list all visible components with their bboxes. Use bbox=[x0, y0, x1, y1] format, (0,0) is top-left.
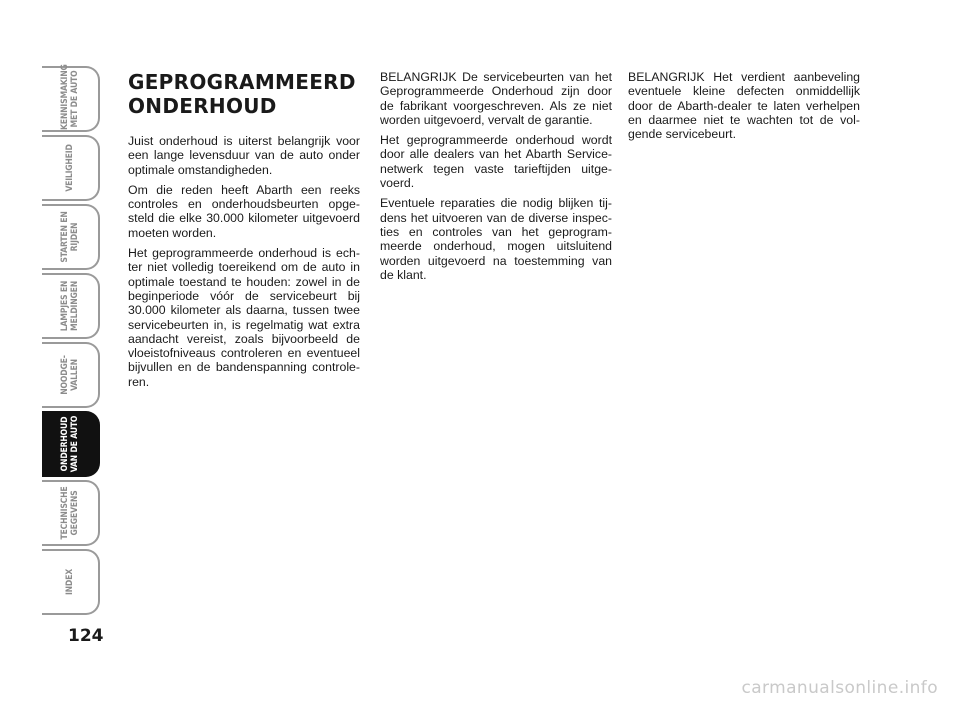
tab-label: TECHNISCHE GEGEVENS bbox=[60, 486, 80, 540]
tab-label: KENNISMAKING MET DE AUTO bbox=[60, 64, 80, 130]
paragraph: BELANGRIJK Het verdient aanbeveling eventuele kleine defecten onmiddellijk door de Abarth-dealer te laten verhelpen en daarmee niet te wachten tot de volgende servicebeurt. bbox=[628, 70, 860, 142]
tab-label: ONDERHOUD VAN DE AUTO bbox=[60, 415, 80, 473]
tab-label: STARTEN EN RIJDEN bbox=[60, 211, 80, 263]
tab-label: LAMPJES EN MELDINGEN bbox=[60, 280, 80, 332]
page-title: GEPROGRAMMEERD ONDERHOUD bbox=[128, 70, 356, 118]
tab-lampjes-en-meldingen[interactable] bbox=[42, 273, 100, 339]
text-column-3 bbox=[628, 70, 860, 147]
text-column-1 bbox=[128, 70, 360, 395]
page-number: 124 bbox=[68, 626, 104, 646]
text-column-2 bbox=[380, 70, 612, 288]
tab-veiligheid[interactable] bbox=[42, 135, 100, 201]
tab-noodgevallen[interactable] bbox=[42, 342, 100, 408]
paragraph: Eventuele reparaties die nodig blijken tijdens het uitvoeren van de diverse inspecties en controles van het geprogrammeerde onderhoud, mogen uitsluitend worden uitgevoerd na toestemming van de klant. bbox=[380, 196, 612, 282]
tab-kennismaking[interactable] bbox=[42, 66, 100, 132]
tab-label: INDEX bbox=[65, 569, 75, 596]
watermark: carmanualsonline.info bbox=[741, 678, 938, 698]
tab-starten-en-rijden[interactable] bbox=[42, 204, 100, 270]
tab-technische-gegevens[interactable] bbox=[42, 480, 100, 546]
paragraph: Het geprogrammeerde onderhoud is echter niet volledig toereikend om de auto in optimale toestand te houden: zowel in de beginperiode vóór de servicebeurt bij 30.000 kilometer als daarna, tussen twee servicebeurten in, is regelmatig wat extra aandacht vereist, zoals bijvoorbeeld de vloeistofniveaus controleren en eventueel bijvullen en de bandenspanning controleren. bbox=[128, 246, 360, 389]
tab-label: NOODGE- VALLEN bbox=[60, 355, 80, 395]
tab-index[interactable] bbox=[42, 549, 100, 615]
paragraph: Het geprogrammeerde onderhoud wordt door alle dealers van het Abarth Service-netwerk tegen vaste tarieftijden uitgevoerd. bbox=[380, 133, 612, 191]
paragraph: Om die reden heeft Abarth een reeks controles en onderhoudsbeurten opgesteld die elke 30.000 kilometer uitgevoerd moeten worden. bbox=[128, 182, 360, 240]
paragraph: Juist onderhoud is uiterst belangrijk voor een lange levensduur van de auto onder optimale omstandigheden. bbox=[128, 134, 360, 177]
tab-label: VEILIGHEID bbox=[65, 144, 75, 192]
tab-onderhoud-van-de-auto[interactable] bbox=[42, 411, 100, 477]
paragraph: BELANGRIJK De servicebeurten van het Geprogrammeerde Onderhoud zijn door de fabrikant voorgeschreven. Als ze niet worden uitgevoerd, vervalt de garantie. bbox=[380, 70, 612, 127]
